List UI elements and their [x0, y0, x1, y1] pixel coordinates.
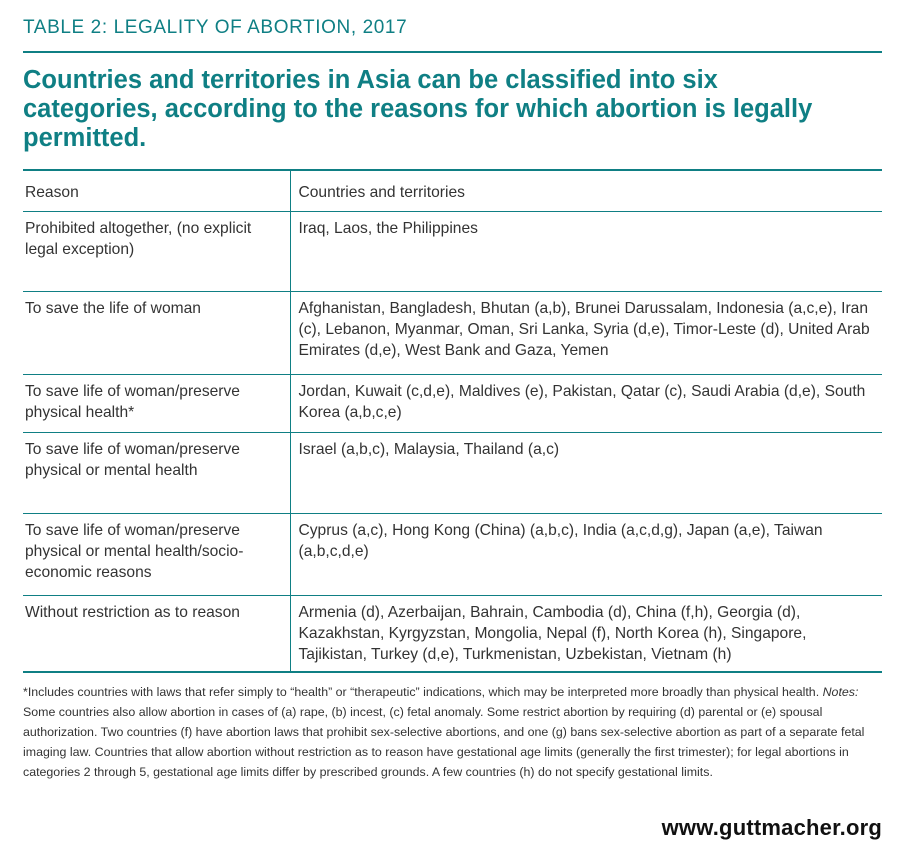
reason-cell: To save life of woman/preserve physical health* — [23, 374, 290, 432]
legality-table — [23, 171, 882, 673]
table-row — [23, 211, 882, 291]
source-url[interactable]: www.guttmacher.org — [661, 815, 882, 840]
countries-cell: Cyprus (a,c), Hong Kong (China) (a,b,c), India (a,c,d,g), Japan (a,e), Taiwan (a,b,c,d,e) — [290, 513, 882, 595]
countries-cell: Jordan, Kuwait (c,d,e), Maldives (e), Pakistan, Qatar (c), Saudi Arabia (d,e), South Korea (a,b,c,e) — [290, 374, 882, 432]
countries-cell: Iraq, Laos, the Philippines — [290, 211, 882, 291]
notes-label: Notes: — [822, 685, 859, 699]
table-row — [23, 374, 882, 432]
header-reason: Reason — [23, 171, 290, 211]
table-row — [23, 291, 882, 374]
reason-cell: To save life of woman/preserve physical or mental health/socio-economic reasons — [23, 513, 290, 595]
reason-cell: Prohibited altogether, (no explicit legal exception) — [23, 211, 290, 291]
headline: Countries and territories in Asia can be classified into six categories, according to the reasons for which abortion is legally permitted. — [23, 66, 813, 152]
table-row — [23, 432, 882, 513]
header-countries: Countries and territories — [290, 171, 882, 211]
countries-cell: Israel (a,b,c), Malaysia, Thailand (a,c) — [290, 432, 882, 513]
countries-cell: Armenia (d), Azerbaijan, Bahrain, Cambodia (d), China (f,h), Georgia (d), Kazakhstan, Kyrgyzstan, Mongolia, Nepal (f), North Korea (h), Singapore, Tajikistan, Turkey (d,e), Turkmenistan, Uzbekistan, Vietnam (h) — [290, 595, 882, 672]
top-divider — [23, 51, 882, 53]
table-header-row — [23, 171, 882, 211]
table-row — [23, 595, 882, 672]
table-label: TABLE 2: LEGALITY OF ABORTION, 2017 — [23, 17, 408, 38]
reason-cell: To save the life of woman — [23, 291, 290, 374]
countries-cell: Afghanistan, Bangladesh, Bhutan (a,b), Brunei Darussalam, Indonesia (a,c,e), Iran (c), Lebanon, Myanmar, Oman, Sri Lanka, Syria (d,e), Timor-Leste (d), United Arab Emirates (d,e), West Bank and Gaza, Yemen — [290, 291, 882, 374]
table-row — [23, 513, 882, 595]
reason-cell: Without restriction as to reason — [23, 595, 290, 672]
notes-text: Some countries also allow abortion in cases of (a) rape, (b) incest, (c) fetal anomaly. Some restrict abortion by requiring (d) parental or (e) spousal authorization. Two countries (f) have abortion laws that prohibit sex-selective abortions, and one (g) bans sex-selective abortion as part of a separate fetal imaging law. Countries that allow abortion without restriction as to reason have gestational age limits (generally the first trimester); for legal abortions in categories 2 through 5, gestational age limits differ by prescribed grounds. A few countries (h) do not specify gestational limits. — [23, 705, 865, 779]
reason-cell: To save life of woman/preserve physical or mental health — [23, 432, 290, 513]
asterisk-note: *Includes countries with laws that refer simply to “health” or “therapeutic” indications, which may be interpreted more broadly than physical health. — [23, 685, 820, 699]
footnotes — [23, 682, 882, 782]
